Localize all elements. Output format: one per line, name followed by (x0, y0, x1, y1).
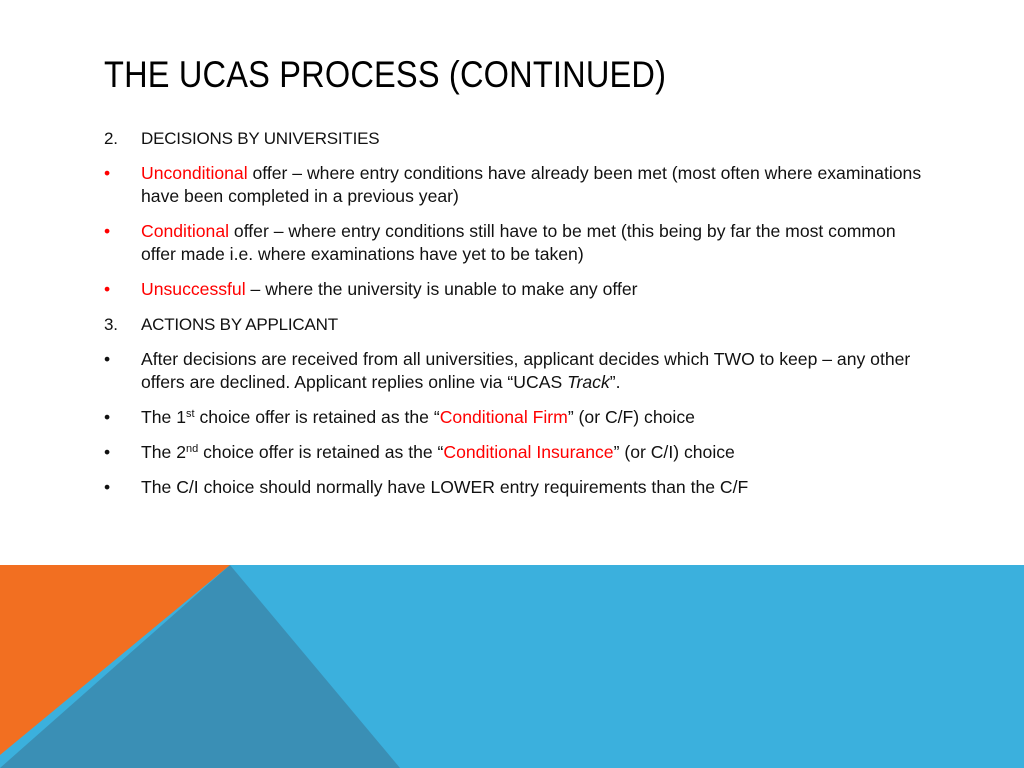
highlight-term: Conditional Insurance (443, 442, 614, 462)
ordinal-suffix: nd (186, 443, 199, 455)
bullet-text: The 2 (141, 442, 186, 462)
list-item (104, 278, 934, 301)
bullet-text-end: ”. (609, 372, 621, 392)
section-heading-text: DECISIONS BY UNIVERSITIES (141, 129, 380, 148)
bullet-text: After decisions are received from all universities, applicant decides which TWO to keep – any other offers are declined. Applicant replies online via “UCAS (141, 349, 911, 392)
highlight-term: Unsuccessful (141, 279, 246, 299)
list-item (104, 220, 934, 266)
bullet-icon: • (104, 442, 111, 462)
bullet-text-end: ” (or C/I) choice (613, 442, 735, 462)
highlight-term: Unconditional (141, 163, 248, 183)
bullet-icon: • (104, 163, 111, 183)
bullet-text: offer – where entry conditions have already been met (most often where examinations have been completed in a previous year) (141, 163, 922, 206)
bullet-italic-text: Track (567, 372, 610, 392)
section-heading-decisions (104, 127, 934, 150)
bullet-text: The C/I choice should normally have LOWER entry requirements than the C/F (141, 477, 749, 497)
bullet-icon: • (104, 407, 111, 427)
bullet-text-mid: choice offer is retained as the “ (198, 442, 444, 462)
bullet-icon: • (104, 477, 111, 497)
slide-title: THE UCAS PROCESS (CONTINUED) (104, 54, 667, 95)
bullet-text: The 1 (141, 407, 186, 427)
bullet-text-mid: choice offer is retained as the “ (194, 407, 440, 427)
list-item (104, 441, 934, 464)
section-number: 2. (104, 129, 118, 148)
bullet-text-end: ” (or C/F) choice (567, 407, 695, 427)
slide-content (104, 127, 934, 511)
highlight-term: Conditional Firm (439, 407, 568, 427)
list-item (104, 162, 934, 208)
section-number: 3. (104, 315, 118, 334)
section-heading-text: ACTIONS BY APPLICANT (141, 315, 338, 334)
highlight-term: Conditional (141, 221, 230, 241)
list-item (104, 476, 934, 499)
section-heading-actions (104, 313, 934, 336)
bullet-icon: • (104, 221, 111, 241)
decorative-footer-band (0, 565, 1024, 768)
bullet-text: – where the university is unable to make any offer (245, 279, 638, 299)
bullet-text: offer – where entry conditions still have to be met (this being by far the most common offer made i.e. where examinations have yet to be taken) (141, 221, 896, 264)
bullet-icon: • (104, 349, 111, 369)
bullet-icon: • (104, 279, 111, 299)
list-item (104, 406, 934, 429)
list-item (104, 348, 934, 394)
ordinal-suffix: st (186, 408, 195, 420)
